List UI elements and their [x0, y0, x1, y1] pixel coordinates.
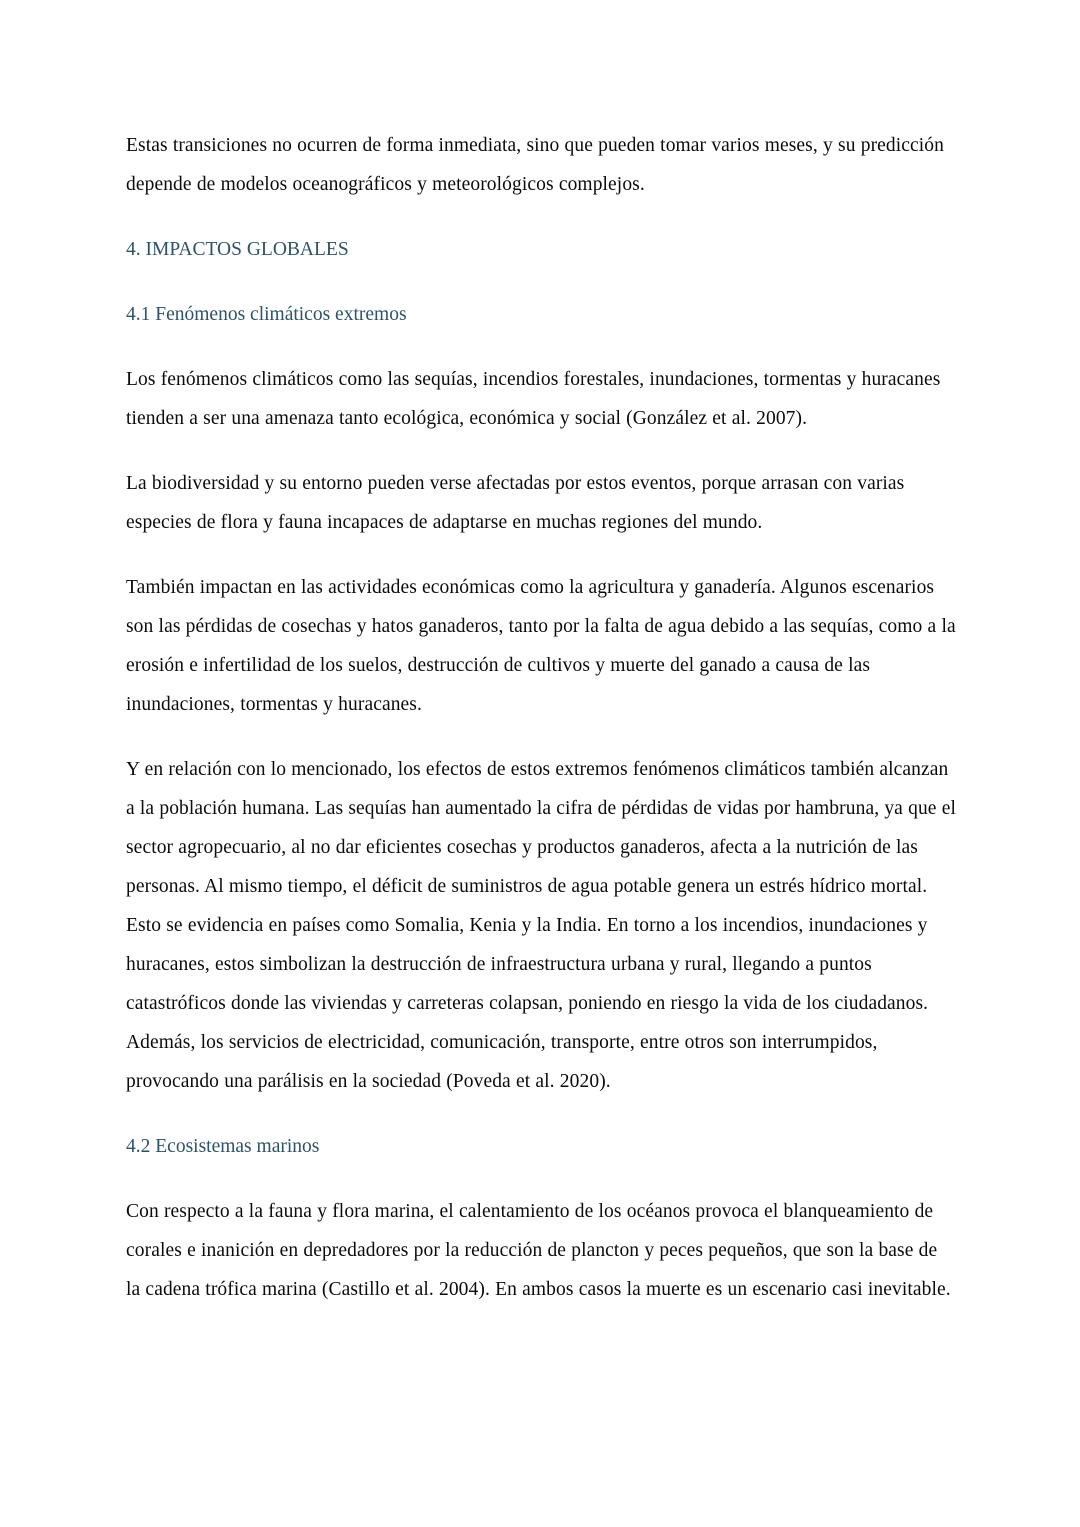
- paragraph-transiciones: Estas transiciones no ocurren de forma inmediata, sino que pueden tomar varios meses, y su predicción depende de modelos oceanográficos y meteorológicos complejos.: [126, 135, 944, 195]
- paragraph-fenomenos-amenaza: Los fenómenos climáticos como las sequías, incendios forestales, inundaciones, tormentas y huracanes tienden a ser una amenaza tanto ecológica, económica y social (González et al. 2007).: [126, 369, 941, 429]
- heading-fenomenos-climaticos-extremos: 4.1 Fenómenos climáticos extremos: [126, 304, 407, 325]
- paragraph-actividades-economicas: También impactan en las actividades económicas como la agricultura y ganadería. Algunos escenarios son las pérdidas de cosechas y hatos ganaderos, tanto por la falta de agua debido a las sequías, como a la erosión e infertilidad de los suelos, destrucción de cultivos y muerte del ganado a causa de las inundaciones, tormentas y huracanes.: [126, 577, 956, 715]
- heading-impactos-globales: 4. IMPACTOS GLOBALES: [126, 239, 349, 260]
- paragraph-biodiversidad: La biodiversidad y su entorno pueden verse afectadas por estos eventos, porque arrasan con varias especies de flora y fauna incapaces de adaptarse en muchas regiones del mundo.: [126, 473, 905, 533]
- paragraph-poblacion-humana: Y en relación con lo mencionado, los efectos de estos extremos fenómenos climáticos también alcanzan a la población humana. Las sequías han aumentado la cifra de pérdidas de vidas por hambruna, ya que el sector agropecuario, al no dar eficientes cosechas y productos ganaderos, afecta a la nutrición de las personas. Al mismo tiempo, el déficit de suministros de agua potable genera un estrés hídrico mortal. Esto se evidencia en países como Somalia, Kenia y la India. En torno a los incendios, inundaciones y huracanes, estos simbolizan la destrucción de infraestructura urbana y rural, llegando a puntos catastróficos donde las viviendas y carreteras colapsan, poniendo en riesgo la vida de los ciudadanos. Además, los servicios de electricidad, comunicación, transporte, entre otros son interrumpidos, provocando una parálisis en la sociedad (Poveda et al. 2020).: [126, 759, 956, 1092]
- document-body: [126, 126, 956, 1309]
- heading-ecosistemas-marinos: 4.2 Ecosistemas marinos: [126, 1136, 320, 1157]
- paragraph-fauna-flora-marina: Con respecto a la fauna y flora marina, el calentamiento de los océanos provoca el blanqueamiento de corales e inanición en depredadores por la reducción de plancton y peces pequeños, que son la base de la cadena trófica marina (Castillo et al. 2004). En ambos casos la muerte es un escenario casi inevitable.: [126, 1201, 951, 1300]
